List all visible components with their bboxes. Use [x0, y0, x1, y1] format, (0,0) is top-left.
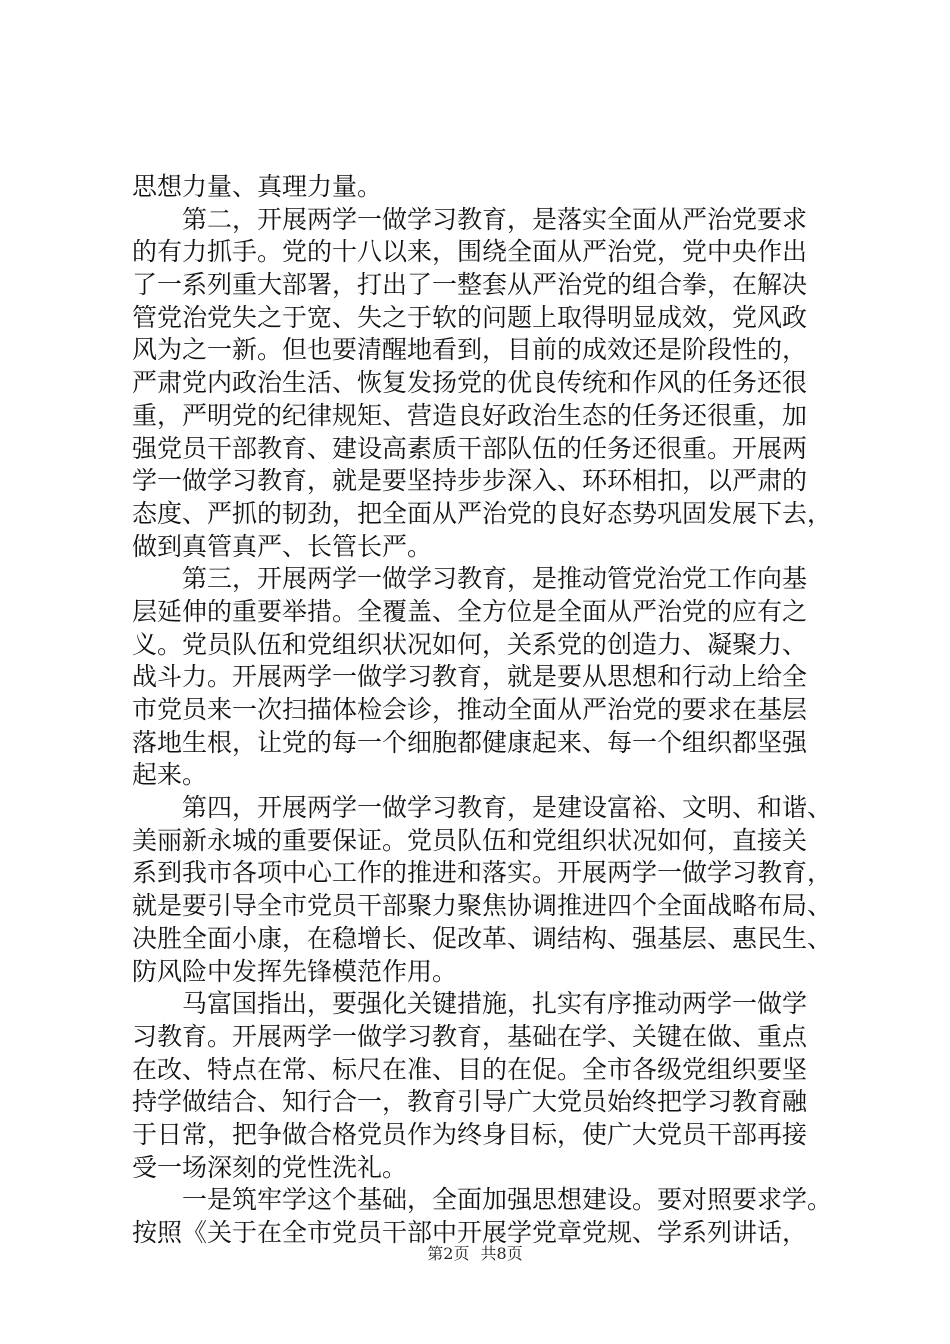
text-line: 了一系列重大部署，打出了一整套从严治党的组合拳，在解决 [132, 270, 808, 300]
text-line: 管党治党失之于宽、失之于软的问题上取得明显成效，党风政 [132, 302, 808, 332]
text-line: 市党员来一次扫描体检会诊，推动全面从严治党的要求在基层 [132, 695, 808, 724]
text-line: 马富国指出，要强化关键措施，扎实有序推动两学一做学 [132, 989, 808, 1019]
text-line: 学一做学习教育，就是要坚持步步深入、环环相扣，以严肃的 [132, 466, 808, 496]
text-line: 按照《关于在全市党员干部中开展学党章党规、学系列讲话， [132, 1218, 808, 1247]
text-line: 落地生根，让党的每一个细胞都健康起来、每一个组织都坚强 [132, 727, 808, 757]
text-line: 思想力量、真理力量。 [132, 172, 383, 201]
text-line: 习教育。开展两学一做学习教育，基础在学、关键在做、重点 [132, 1021, 808, 1051]
text-line: 严肃党内政治生活、恢复发扬党的优良传统和作风的任务还很 [132, 368, 808, 398]
text-line: 做到真管真严、长管长严。 [132, 531, 433, 561]
text-line: 战斗力。开展两学一做学习教育，就是要从思想和行动上给全 [132, 662, 808, 692]
text-line: 的有力抓手。党的十八以来，围绕全面从严治党，党中央作出 [132, 237, 808, 267]
text-line: 义。党员队伍和党组织状况如何，关系党的创造力、凝聚力、 [132, 629, 808, 659]
document-body [132, 171, 832, 1250]
text-line: 受一场深刻的党性洗礼。 [132, 1152, 408, 1182]
text-line: 于日常，把争做合格党员作为终身目标，使广大党员干部再接 [132, 1119, 808, 1149]
text-line: 层延伸的重要举措。全覆盖、全方位是全面从严治党的应有之 [132, 596, 808, 626]
text-line: 系到我市各项中心工作的推进和落实。开展两学一做学习教育， [132, 858, 833, 888]
page-total: 共8页 [480, 1244, 523, 1263]
text-line: 第四，开展两学一做学习教育，是建设富裕、文明、和谐、 [132, 793, 833, 823]
text-line: 一是筑牢学这个基础，全面加强思想建设。要对照要求学。 [132, 1185, 833, 1215]
text-line: 强党员干部教育、建设高素质干部队伍的任务还很重。开展两 [132, 433, 808, 463]
text-line: 起来。 [132, 760, 208, 790]
text-line: 在改、特点在常、标尺在准、目的在促。全市各级党组织要坚 [132, 1054, 808, 1084]
text-line: 持学做结合、知行合一，教育引导广大党员始终把学习教育融 [132, 1087, 808, 1117]
text-line: 重，严明党的纪律规矩、营造良好政治生态的任务还很重，加 [132, 400, 808, 430]
text-line: 态度、严抓的韧劲，把全面从严治党的良好态势巩固发展下去， [132, 498, 833, 528]
text-line: 就是要引导全市党员干部聚力聚焦协调推进四个全面战略布局、 [132, 891, 833, 921]
text-line: 第二，开展两学一做学习教育，是落实全面从严治党要求 [132, 204, 808, 234]
text-line: 第三，开展两学一做学习教育，是推动管党治党工作向基 [132, 564, 808, 594]
text-line: 风为之一新。但也要清醒地看到，目前的成效还是阶段性的， [132, 335, 808, 365]
text-line: 防风险中发挥先锋模范作用。 [132, 956, 458, 986]
text-line: 美丽新永城的重要保证。党员队伍和党组织状况如何，直接关 [132, 825, 808, 855]
text-line: 决胜全面小康，在稳增长、促改革、调结构、强基层、惠民生、 [132, 923, 833, 953]
page-footer [0, 1244, 950, 1264]
page-number: 第2页 [427, 1244, 470, 1263]
